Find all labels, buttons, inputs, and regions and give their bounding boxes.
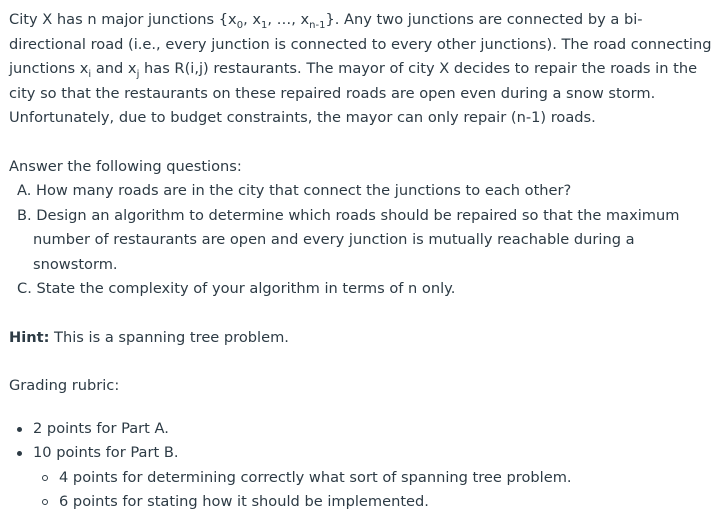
subscript-n-1: n-1 — [309, 19, 326, 31]
question-item — [17, 277, 715, 302]
problem-statement — [9, 8, 715, 131]
subscript-i: i — [88, 68, 92, 80]
subscript-1: 1 — [260, 19, 268, 31]
question-item — [17, 204, 715, 278]
question-letter: B. — [17, 206, 32, 224]
question-letter: A. — [17, 182, 32, 199]
subscript-0: 0 — [236, 19, 244, 31]
intro-text-3: , …, x — [267, 11, 310, 28]
rubric-subitem-text: 4 points for determining correctly what sort of spanning tree problem. — [59, 468, 572, 486]
question-item — [17, 179, 715, 204]
questions-heading: Answer the following questions: — [9, 157, 242, 175]
intro-text-6: has R(i,j) restaurants. The mayor of city X decides to repair the roads in the city so that the restaurants on these repaired roads are open even during a snow storm. Unfortunately, due to budget constraints, the mayor can only repair (n-1) roads. — [9, 60, 698, 126]
rubric-subitem — [59, 466, 715, 491]
intro-text-2: , x — [243, 11, 261, 28]
question-text: Design an algorithm to determine which roads should be repaired so that the maximum number of restaurants are open and every junction is mutually reachable during a snowstorm. — [33, 206, 680, 273]
intro-text-1: City X has n major junctions {x — [9, 11, 237, 28]
hint — [9, 326, 715, 351]
subscript-j: j — [136, 68, 140, 80]
rubric-subitem — [59, 490, 715, 515]
rubric-item-text: 10 points for Part B. — [33, 444, 179, 461]
rubric-heading: Grading rubric: — [9, 377, 120, 394]
questions-list — [9, 179, 715, 302]
rubric-list — [9, 417, 715, 515]
question-text: State the complexity of your algorithm in terms of n only. — [36, 280, 456, 297]
rubric-item-text: 2 points for Part A. — [33, 419, 169, 437]
rubric-item — [33, 417, 715, 442]
intro-text-4: }. Any two junctions are connected by a bi-directional road (i.e., every junction is connected to every other junctions). The road connecting junctions x — [9, 11, 712, 77]
question-letter: C. — [17, 280, 32, 297]
rubric-subitem-text: 6 points for stating how it should be implemented. — [59, 493, 429, 510]
rubric-item — [33, 441, 715, 515]
rubric-sublist — [33, 466, 715, 515]
question-text: How many roads are in the city that connect the junctions to each other? — [36, 182, 572, 199]
hint-label: Hint: — [9, 328, 50, 346]
intro-text-5: and x — [91, 60, 137, 77]
hint-text: This is a spanning tree problem. — [49, 328, 289, 346]
